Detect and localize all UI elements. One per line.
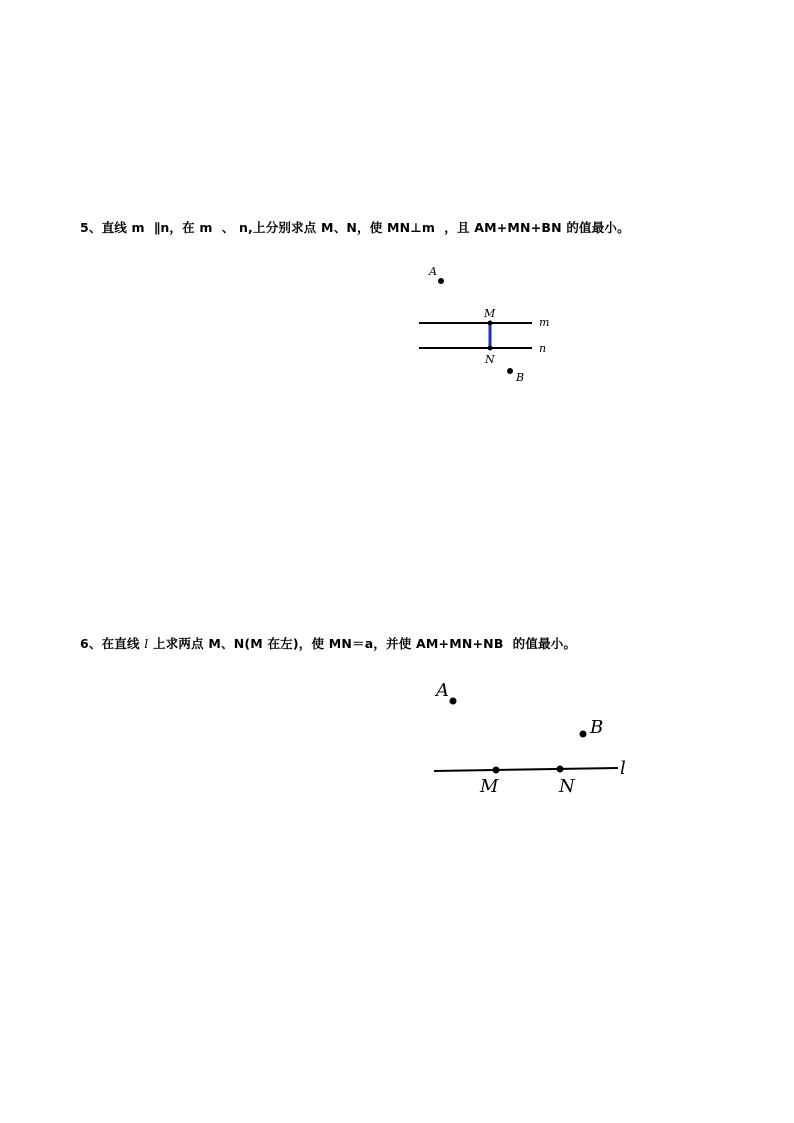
point-n-dot: [557, 766, 564, 773]
point-a-dot: [438, 278, 444, 284]
problem-6-line-name: l: [144, 636, 149, 651]
label-n: N: [485, 353, 495, 366]
label-b: B: [590, 717, 604, 738]
label-a: A: [429, 265, 437, 278]
problem-6-figure: [425, 670, 645, 800]
label-m: M: [480, 776, 499, 797]
point-a-dot: [450, 698, 457, 705]
problem-5-figure: [410, 258, 570, 388]
label-line-n: n: [539, 342, 547, 355]
point-b-dot: [580, 731, 587, 738]
problem-6-text-prefix: 6、在直线: [80, 636, 145, 651]
label-line-m: m: [539, 316, 550, 329]
point-b-dot: [507, 368, 513, 374]
problem-6-text: [80, 634, 576, 652]
label-m: M: [484, 307, 496, 320]
line-l: [434, 768, 618, 771]
label-n: N: [559, 776, 575, 797]
point-n-dot: [488, 346, 493, 351]
problem-5-text: 5、直线 m ∥n，在 m 、 n,上分别求点 M、N，使 MN⊥m ，且 AM+MN+BN 的值最小。: [80, 220, 630, 235]
label-line-l: l: [620, 758, 626, 779]
point-m-dot: [488, 321, 493, 326]
label-b: B: [516, 371, 525, 384]
label-a: A: [436, 680, 449, 701]
point-m-dot: [493, 767, 500, 774]
problem-6-text-suffix: 上求两点 M、N(M 在左)，使 MN＝a，并使 AM+MN+NB 的值最小。: [148, 636, 577, 651]
